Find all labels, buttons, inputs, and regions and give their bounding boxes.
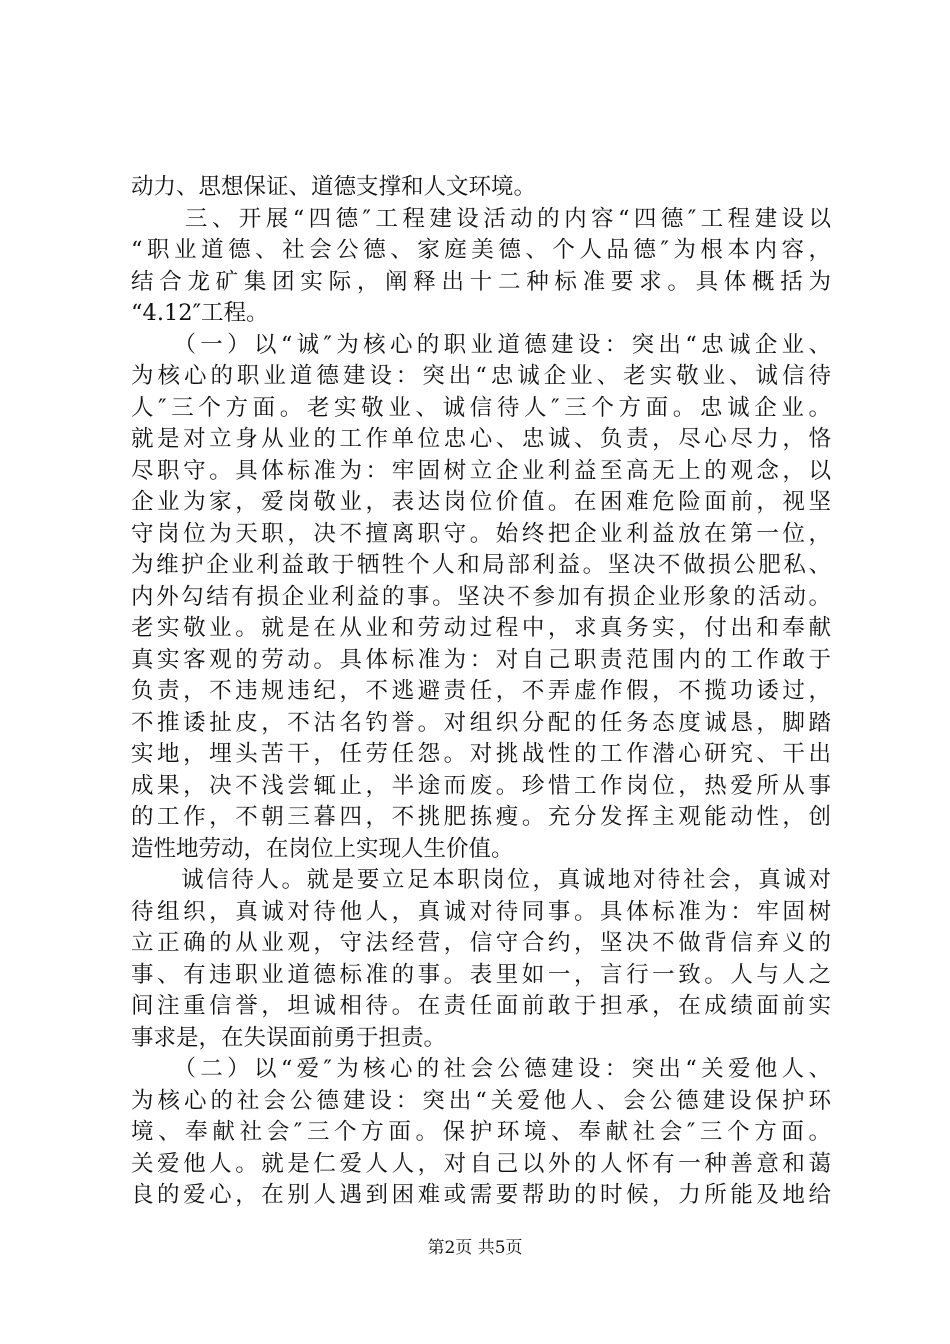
text-line: 事、有违职业道德标准的事。表里如一，言行一致。人与人之 (131, 961, 831, 988)
text-line: 间注重信誉，坦诚相待。在责任面前敢于担承，在成绩面前实 (131, 993, 831, 1019)
text-line: （二）以“爱″为核心的社会公德建设：突出“关爱他人、 (131, 1056, 831, 1082)
text-line: 境、奉献社会″三个方面。保护环境、奉献社会″三个方面。 (131, 1119, 831, 1145)
text-line: 守岗位为天职，决不擅离职守。始终把企业利益放在第一位， (131, 520, 831, 547)
text-line: 为核心的职业道德建设：突出“忠诚企业、老实敬业、诚信待 (131, 363, 831, 389)
text-line: 真实客观的劳动。具体标准为：对自己职责范围内的工作敢于 (131, 646, 831, 673)
text-line: 的工作，不朝三暮四，不挑肥拣瘦。充分发挥主观能动性，创 (131, 804, 831, 830)
text-line: 尽职守。具体标准为：牢固树立企业利益至高无上的观念，以 (131, 457, 831, 484)
text-line: 人″三个方面。老实敬业、诚信待人″三个方面。忠诚企业。 (131, 394, 831, 421)
text-line: 实地，埋头苦干，任劳任怨。对挑战性的工作潜心研究、干出 (131, 741, 831, 767)
text-line: 事求是，在失误面前勇于担责。 (131, 1024, 447, 1051)
text-line: “职业道德、社会公德、家庭美德、个人品德″为根本内容， (131, 237, 831, 263)
text-line: 三、开展“四德″工程建设活动的内容“四德″工程建设以 (131, 205, 831, 232)
text-line: 成果，决不浅尝辄止，半途而废。珍惜工作岗位，热爱所从事 (131, 772, 831, 799)
text-line: 诚信待人。就是要立足本职岗位，真诚地对待社会，真诚对 (131, 867, 831, 893)
text-line: 良的爱心，在别人遇到困难或需要帮助的时候，力所能及地给 (131, 1182, 831, 1208)
text-line: 立正确的从业观，守法经营，信守合约，坚决不做背信弃义的 (131, 930, 831, 956)
text-line: “4.12″工程。 (131, 300, 269, 326)
text-line: 待组织，真诚对待他人，真诚对待同事。具体标准为：牢固树 (131, 898, 831, 925)
page-number-footer: 第2页 共5页 (427, 1238, 523, 1258)
text-line: 老实敬业。就是在从业和劳动过程中，求真务实，付出和奉献 (131, 615, 831, 641)
text-line: 关爱他人。就是仁爱人人，对自己以外的人怀有一种善意和蔼 (131, 1150, 831, 1177)
text-line: 负责，不违规违纪，不逃避责任，不弄虚作假，不揽功诿过， (131, 678, 831, 704)
text-line: 不推诿扯皮，不沽名钓誉。对组织分配的任务态度诚恳，脚踏 (131, 709, 831, 736)
text-line: 造性地劳动，在岗位上实现人生价值。 (131, 835, 514, 862)
text-line: 内外勾结有损企业利益的事。坚决不参加有损企业形象的活动。 (131, 583, 831, 610)
text-line: 为核心的社会公德建设：突出“关爱他人、会公德建设保护环 (131, 1087, 831, 1114)
text-line: 就是对立身从业的工作单位忠心、忠诚、负责，尽心尽力，恪 (131, 426, 831, 452)
text-line: （一）以“诚″为核心的职业道德建设：突出“忠诚企业、 (131, 331, 831, 358)
document-body (131, 172, 831, 1212)
text-line: 企业为家，爱岗敬业，表达岗位价值。在困难危险面前，视坚 (131, 489, 831, 515)
text-line: 动力、思想保证、道德支撑和人文环境。 (131, 174, 537, 200)
text-line: 结合龙矿集团实际，阐释出十二种标准要求。具体概括为 (131, 268, 831, 295)
text-line: 为维护企业利益敢于牺牲个人和局部利益。坚决不做损公肥私、 (131, 552, 831, 578)
